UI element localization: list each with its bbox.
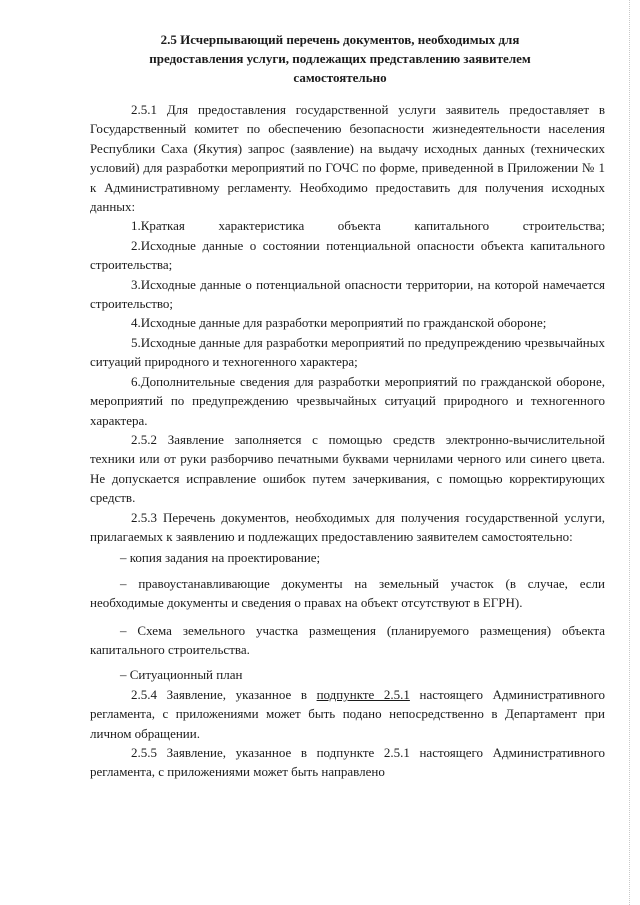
list-item-2: 2.Исходные данные о состоянии потенциальной опасности объекта капитального строительства; <box>90 237 605 273</box>
list-item-1: 1.Краткая характеристика объекта капитального строительства; <box>131 218 605 234</box>
list-item-5: 5.Исходные данные для разработки мероприятий по предупреждению чрезвычайных ситуаций природного и техногенного характера; <box>90 334 605 370</box>
heading-line: предоставления услуги, подлежащих представлению заявителем <box>149 51 531 66</box>
dash-item-1: – копия задания на проектирование; <box>120 550 321 566</box>
paragraph-2-5-1: 2.5.1 Для предоставления государственной услуги заявитель предоставляет в Государственный комитет по обеспечению безопасности жизнедеятельности населения Республики Саха (Якутия) запрос (заявление) на выдачу исходных данных (технических условий) для разработки мероприятий по ГОЧС по форме, приведенной в Приложении № 1 к Административному регламенту. Необходимо предоставить для получения исходных данных: <box>90 102 605 215</box>
dash-item-2: – правоустанавливающие документы на земельный участок (в случае, если необходимые документы и сведения о правах на объект отсутствуют в ЕГРН). <box>90 575 605 611</box>
dash-item-3: – Схема земельного участка размещения (планируемого размещения) объекта капитального строительства. <box>90 622 605 657</box>
subclause-link[interactable]: подпункте 2.5.1 <box>316 686 410 702</box>
document-body <box>90 100 605 782</box>
paragraph-2-5-3: 2.5.3 Перечень документов, необходимых для получения государственной услуги, прилагаемых к заявлению и подлежащих предоставлению заявителем самостоятельно: <box>90 509 605 544</box>
section-heading <box>110 30 570 87</box>
paragraph-text: 2.5.4 Заявление, указанное в <box>131 686 307 702</box>
paragraph-2-5-5: 2.5.5 Заявление, указанное в подпункте 2.5.1 настоящего Административного регламента, с приложениями может быть направлено <box>90 745 605 780</box>
scan-edge <box>629 0 632 905</box>
paragraph-2-5-4 <box>90 685 605 743</box>
list-item-4: 4.Исходные данные для разработки мероприятий по гражданской обороне; <box>131 315 547 331</box>
heading-line: самостоятельно <box>293 70 387 85</box>
list-item-3: 3.Исходные данные о потенциальной опасности территории, на которой намечается строительство; <box>90 276 605 312</box>
paragraph-text: настоящего Административного регламента, с приложениями может быть подано непосредственно в Департамент при личном обращении. <box>90 686 605 741</box>
list-item-6: 6.Дополнительные сведения для разработки мероприятий по гражданской обороне, мероприятий по предупреждению чрезвычайных ситуаций природного и техногенного характера. <box>90 373 605 428</box>
dash-item-4: – Ситуационный план <box>120 667 243 683</box>
paragraph-2-5-2: 2.5.2 Заявление заполняется с помощью средств электронно-вычислительной техники или от руки разборчиво печатными буквами чернилами черного или синего цвета. Не допускается исправление ошибок путем зачеркивания, с помощью корректирующих средств. <box>90 431 605 506</box>
heading-line: 2.5 Исчерпывающий перечень документов, необходимых для <box>160 32 520 47</box>
